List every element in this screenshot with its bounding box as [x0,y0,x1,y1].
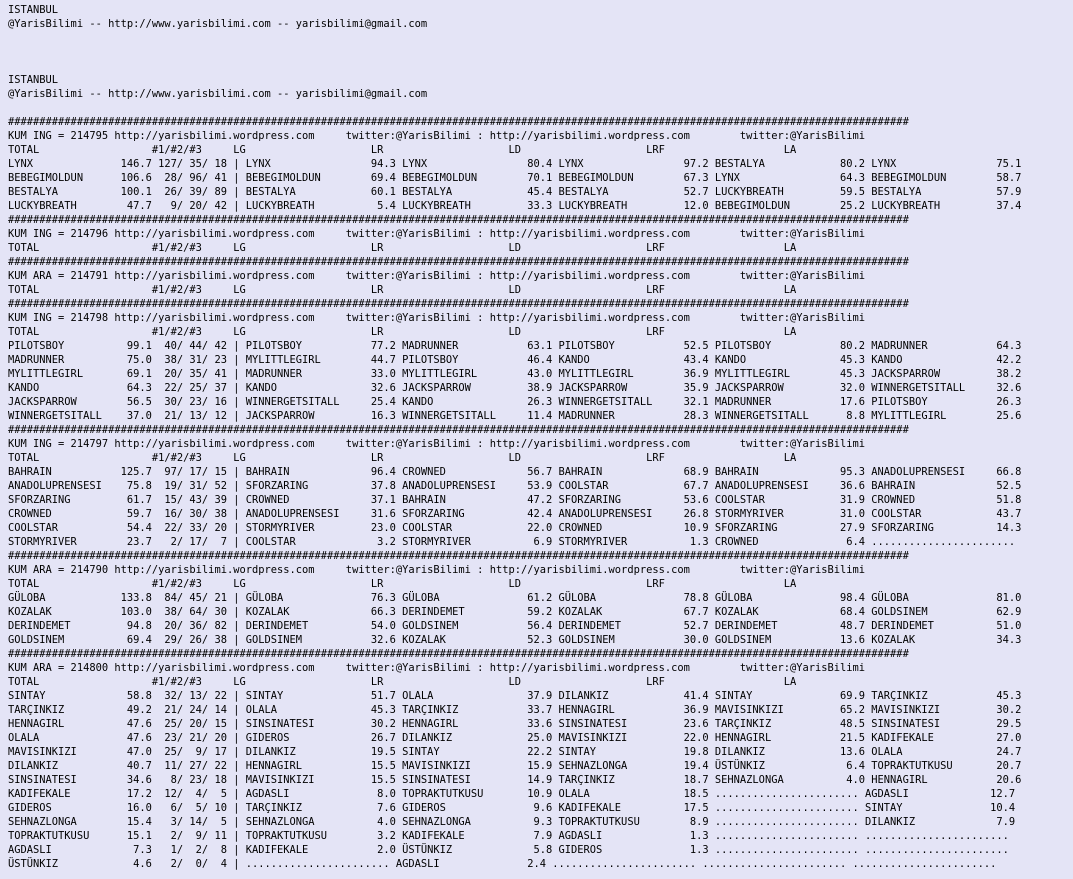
separator-line: ################################################################################################################################################ [8,550,909,562]
column-header: TOTAL #1/#2/#3 LG LR LD LRF LA [8,284,797,296]
table-row: SINSINATESI 34.6 8/ 23/ 18 | MAVISINKIZI 15.5 SINSINATESI 14.9 TARÇINKIZ 18.7 SEHNAZLONGA 4.0 HENNAGIRL 20.6 [8,774,1022,786]
separator-line: ################################################################################################################################################ [8,116,909,128]
race-header: KUM ING = 214797 http://yarisbilimi.wordpress.com twitter:@YarisBilimi : http://yarisbilimi.wordpress.com twitter:@YarisBilimi [8,438,866,450]
table-row: AGDASLI 7.3 1/ 2/ 8 | KADIFEKALE 2.0 ÜSTÜNKIZ 5.8 GIDEROS 1.3 ....................... ....................... [8,844,1009,856]
table-row: HENNAGIRL 47.6 25/ 20/ 15 | SINSINATESI 30.2 HENNAGIRL 33.6 SINSINATESI 23.6 TARÇINKIZ 48.5 SINSINATESI 29.5 [8,718,1022,730]
table-row: SFORZARING 61.7 15/ 43/ 39 | CROWNED 37.1 BAHRAIN 47.2 SFORZARING 53.6 COOLSTAR 31.9 CROWNED 51.8 [8,494,1022,506]
text-line: @YarisBilimi -- http://www.yarisbilimi.com -- yarisbilimi@gmail.com [8,88,428,100]
table-row: KOZALAK 103.0 38/ 64/ 30 | KOZALAK 66.3 DERINDEMET 59.2 KOZALAK 67.7 KOZALAK 68.4 GOLDSINEM 62.9 [8,606,1022,618]
table-row: BEBEGIMOLDUN 106.6 28/ 96/ 41 | BEBEGIMOLDUN 69.4 BEBEGIMOLDUN 70.1 BEBEGIMOLDUN 67.3 LYNX 64.3 BEBEGIMOLDUN 58.7 [8,172,1022,184]
blank-line [8,31,1073,45]
column-header: TOTAL #1/#2/#3 LG LR LD LRF LA [8,242,797,254]
table-row: MAVISINKIZI 47.0 25/ 9/ 17 | DILANKIZ 19.5 SINTAY 22.2 SINTAY 19.8 DILANKIZ 13.6 OLALA 24.7 [8,746,1022,758]
table-row: JACKSPARROW 56.5 30/ 23/ 16 | WINNERGETSITALL 25.4 KANDO 26.3 WINNERGETSITALL 32.1 MADRUNNER 17.6 PILOTSBOY 26.3 [8,396,1022,408]
table-row: WINNERGETSITALL 37.0 21/ 13/ 12 | JACKSPARROW 16.3 WINNERGETSITALL 11.4 MADRUNNER 28.3 WINNERGETSITALL 8.8 MYLITTLEGIRL 25.6 [8,410,1022,422]
table-row: KADIFEKALE 17.2 12/ 4/ 5 | AGDASLI 8.0 TOPRAKTUTKUSU 10.9 OLALA 18.5 ....................... AGDASLI 12.7 [8,788,1016,800]
table-row: SEHNAZLONGA 15.4 3/ 14/ 5 | SEHNAZLONGA 4.0 SEHNAZLONGA 9.3 TOPRAKTUTKUSU 8.9 ....................... DILANKIZ 7.9 [8,816,1016,828]
table-row: PILOTSBOY 99.1 40/ 44/ 42 | PILOTSBOY 77.2 MADRUNNER 63.1 PILOTSBOY 52.5 PILOTSBOY 80.2 MADRUNNER 64.3 [8,340,1022,352]
table-row: MADRUNNER 75.0 38/ 31/ 23 | MYLITTLEGIRL 44.7 PILOTSBOY 46.4 KANDO 43.4 KANDO 45.3 KANDO 42.2 [8,354,1022,366]
table-row: TARÇINKIZ 49.2 21/ 24/ 14 | OLALA 45.3 TARÇINKIZ 33.7 HENNAGIRL 36.9 MAVISINKIZI 65.2 MAVISINKIZI 30.2 [8,704,1022,716]
column-header: TOTAL #1/#2/#3 LG LR LD LRF LA [8,452,797,464]
race-header: KUM ARA = 214791 http://yarisbilimi.wordpress.com twitter:@YarisBilimi : http://yarisbilimi.wordpress.com twitter:@YarisBilimi [8,270,866,282]
race-header: KUM ING = 214798 http://yarisbilimi.wordpress.com twitter:@YarisBilimi : http://yarisbilimi.wordpress.com twitter:@YarisBilimi [8,312,866,324]
table-row: LUCKYBREATH 47.7 9/ 20/ 42 | LUCKYBREATH 5.4 LUCKYBREATH 33.3 LUCKYBREATH 12.0 BEBEGIMOLDUN 25.2 LUCKYBREATH 37.4 [8,200,1022,212]
table-row: BESTALYA 100.1 26/ 39/ 89 | BESTALYA 60.1 BESTALYA 45.4 BESTALYA 52.7 LUCKYBREATH 59.5 BESTALYA 57.9 [8,186,1022,198]
separator-line: ################################################################################################################################################ [8,256,909,268]
race-header: KUM ING = 214795 http://yarisbilimi.wordpress.com twitter:@YarisBilimi : http://yarisbilimi.wordpress.com twitter:@YarisBilimi [8,130,866,142]
table-row: ÜSTÜNKIZ 4.6 2/ 0/ 4 | ....................... AGDASLI 2.4 ....................... ....................... ....................... [8,858,997,870]
race-header: KUM ING = 214796 http://yarisbilimi.wordpress.com twitter:@YarisBilimi : http://yarisbilimi.wordpress.com twitter:@YarisBilimi [8,228,866,240]
text-line: @YarisBilimi -- http://www.yarisbilimi.com -- yarisbilimi@gmail.com [8,18,428,30]
blank-line [8,45,1073,59]
table-row: KANDO 64.3 22/ 25/ 37 | KANDO 32.6 JACKSPARROW 38.9 JACKSPARROW 35.9 JACKSPARROW 32.0 WINNERGETSITALL 32.6 [8,382,1022,394]
column-header: TOTAL #1/#2/#3 LG LR LD LRF LA [8,578,797,590]
column-header: TOTAL #1/#2/#3 LG LR LD LRF LA [8,326,797,338]
text-line: ISTANBUL [8,4,59,16]
separator-line: ################################################################################################################################################ [8,424,909,436]
table-row: OLALA 47.6 23/ 21/ 20 | GIDEROS 26.7 DILANKIZ 25.0 MAVISINKIZI 22.0 HENNAGIRL 21.5 KADIFEKALE 27.0 [8,732,1022,744]
blank-line [8,101,1073,115]
table-row: BAHRAIN 125.7 97/ 17/ 15 | BAHRAIN 96.4 CROWNED 56.7 BAHRAIN 68.9 BAHRAIN 95.3 ANADOLUPRENSESI 66.8 [8,466,1022,478]
table-row: SINTAY 58.8 32/ 13/ 22 | SINTAY 51.7 OLALA 37.9 DILANKIZ 41.4 SINTAY 69.9 TARÇINKIZ 45.3 [8,690,1022,702]
table-row: GOLDSINEM 69.4 29/ 26/ 38 | GOLDSINEM 32.6 KOZALAK 52.3 GOLDSINEM 30.0 GOLDSINEM 13.6 KOZALAK 34.3 [8,634,1022,646]
separator-line: ################################################################################################################################################ [8,214,909,226]
table-row: MYLITTLEGIRL 69.1 20/ 35/ 41 | MADRUNNER 33.0 MYLITTLEGIRL 43.0 MYLITTLEGIRL 36.9 MYLITTLEGIRL 45.3 JACKSPARROW 38.2 [8,368,1022,380]
table-row: GIDEROS 16.0 6/ 5/ 10 | TARÇINKIZ 7.6 GIDEROS 9.6 KADIFEKALE 17.5 ....................... SINTAY 10.4 [8,802,1016,814]
separator-line: ################################################################################################################################################ [8,648,909,660]
table-row: LYNX 146.7 127/ 35/ 18 | LYNX 94.3 LYNX 80.4 LYNX 97.2 BESTALYA 80.2 LYNX 75.1 [8,158,1022,170]
text-line: ISTANBUL [8,74,59,86]
table-row: ANADOLUPRENSESI 75.8 19/ 31/ 52 | SFORZARING 37.8 ANADOLUPRENSESI 53.9 COOLSTAR 67.7 ANADOLUPRENSESI 36.6 BAHRAIN 52.5 [8,480,1022,492]
table-row: DILANKIZ 40.7 11/ 27/ 22 | HENNAGIRL 15.5 MAVISINKIZI 15.9 SEHNAZLONGA 19.4 ÜSTÜNKIZ 6.4 TOPRAKTUTKUSU 20.7 [8,760,1022,772]
separator-line: ################################################################################################################################################ [8,298,909,310]
table-row: CROWNED 59.7 16/ 30/ 38 | ANADOLUPRENSESI 31.6 SFORZARING 42.4 ANADOLUPRENSESI 26.8 STORMYRIVER 31.0 COOLSTAR 43.7 [8,508,1022,520]
race-header: KUM ARA = 214790 http://yarisbilimi.wordpress.com twitter:@YarisBilimi : http://yarisbilimi.wordpress.com twitter:@YarisBilimi [8,564,866,576]
race-header: KUM ARA = 214800 http://yarisbilimi.wordpress.com twitter:@YarisBilimi : http://yarisbilimi.wordpress.com twitter:@YarisBilimi [8,662,866,674]
table-row: TOPRAKTUTKUSU 15.1 2/ 9/ 11 | TOPRAKTUTKUSU 3.2 KADIFEKALE 7.9 AGDASLI 1.3 ....................... ....................... [8,830,1009,842]
table-row: GÜLOBA 133.8 84/ 45/ 21 | GÜLOBA 76.3 GÜLOBA 61.2 GÜLOBA 78.8 GÜLOBA 98.4 GÜLOBA 81.0 [8,592,1022,604]
blank-line [8,59,1073,73]
column-header: TOTAL #1/#2/#3 LG LR LD LRF LA [8,676,797,688]
table-row: DERINDEMET 94.8 20/ 36/ 82 | DERINDEMET 54.0 GOLDSINEM 56.4 DERINDEMET 52.7 DERINDEMET 48.7 DERINDEMET 51.0 [8,620,1022,632]
column-header: TOTAL #1/#2/#3 LG LR LD LRF LA [8,144,797,156]
table-row: STORMYRIVER 23.7 2/ 17/ 7 | COOLSTAR 3.2 STORMYRIVER 6.9 STORMYRIVER 1.3 CROWNED 6.4 ....................... [8,536,1016,548]
table-row: COOLSTAR 54.4 22/ 33/ 20 | STORMYRIVER 23.0 COOLSTAR 22.0 CROWNED 10.9 SFORZARING 27.9 SFORZARING 14.3 [8,522,1022,534]
